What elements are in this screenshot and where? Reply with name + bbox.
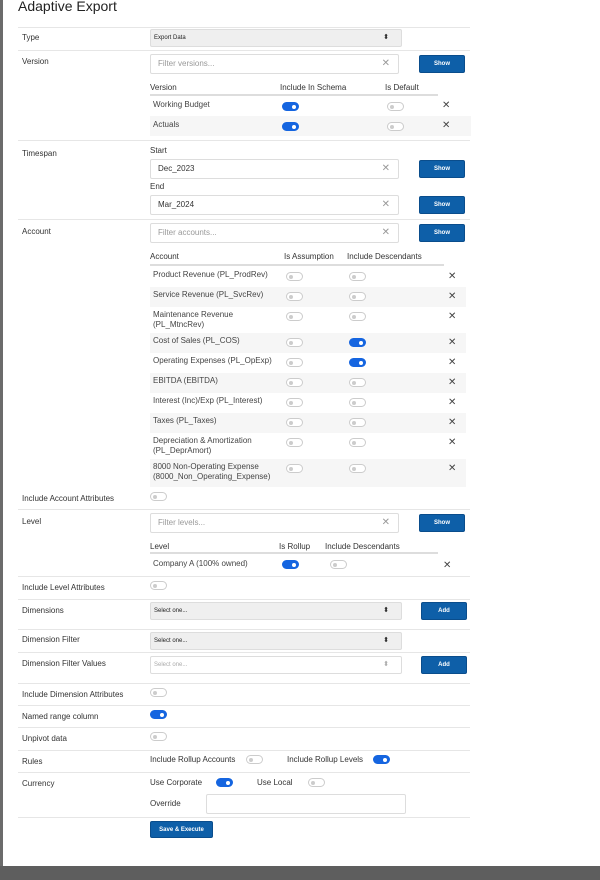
use-corporate-toggle[interactable]: [216, 778, 233, 787]
remove-icon[interactable]: ✕: [448, 417, 457, 428]
type-select-value: Export Data: [154, 35, 186, 41]
is-assumption-toggle[interactable]: [286, 438, 303, 447]
clear-icon[interactable]: ✕: [381, 199, 390, 210]
sort-arrows-icon: ⬍: [383, 637, 389, 644]
sort-arrows-icon: ⬍: [383, 661, 389, 668]
include-in-schema-toggle[interactable]: [282, 102, 299, 111]
divider: [18, 817, 470, 818]
divider: [18, 140, 470, 141]
remove-icon[interactable]: ✕: [448, 291, 457, 302]
divider: [18, 576, 470, 577]
divider: [18, 683, 470, 684]
save-execute-button[interactable]: Save & Execute: [150, 821, 213, 838]
include-descendants-toggle[interactable]: [349, 358, 366, 367]
clear-icon[interactable]: ✕: [381, 163, 390, 174]
sort-arrows-icon: ⬍: [383, 607, 389, 614]
account-show-button[interactable]: Show: [419, 224, 465, 242]
divider: [18, 772, 470, 773]
include-descendants-toggle[interactable]: [349, 312, 366, 321]
backdrop-edge: [0, 0, 3, 880]
end-input[interactable]: [150, 195, 399, 215]
use-local-label: Use Local: [257, 778, 293, 787]
clear-icon[interactable]: ✕: [381, 517, 390, 528]
remove-icon[interactable]: ✕: [442, 120, 451, 131]
include-account-attributes-label: Include Account Attributes: [22, 494, 115, 503]
divider: [18, 219, 470, 220]
include-level-attributes-label: Include Level Attributes: [22, 583, 105, 592]
account-name: Service Revenue (PL_SvcRev): [153, 290, 264, 299]
start-value: Dec_2023: [158, 164, 195, 173]
remove-icon[interactable]: ✕: [442, 100, 451, 111]
dimensions-add-button[interactable]: Add: [421, 602, 467, 620]
rules-label: Rules: [22, 757, 43, 766]
is-assumption-toggle[interactable]: [286, 292, 303, 301]
level-filter-input[interactable]: [150, 513, 399, 533]
version-filter-placeholder: Filter versions...: [158, 59, 215, 68]
version-show-button[interactable]: Show: [419, 55, 465, 73]
account-name: Interest (Inc)/Exp (PL_Interest): [153, 396, 263, 405]
divider: [18, 629, 470, 630]
level-filter-placeholder: Filter levels...: [158, 518, 206, 527]
account-filter-placeholder: Filter accounts...: [158, 228, 217, 237]
include-descendants-toggle[interactable]: [349, 464, 366, 473]
is-assumption-toggle[interactable]: [286, 398, 303, 407]
include-rollup-levels-toggle[interactable]: [373, 755, 390, 764]
is-assumption-toggle[interactable]: [286, 378, 303, 387]
include-descendants-toggle[interactable]: [349, 398, 366, 407]
account-label: Account: [22, 227, 51, 236]
is-assumption-toggle[interactable]: [286, 272, 303, 281]
unpivot-data-toggle[interactable]: [150, 732, 167, 741]
version-row: [150, 116, 471, 136]
remove-icon[interactable]: ✕: [448, 377, 457, 388]
include-rollup-levels-label: Include Rollup Levels: [287, 755, 364, 764]
end-show-button[interactable]: Show: [419, 196, 465, 214]
account-col-header: Account: [150, 252, 179, 261]
include-descendants-toggle[interactable]: [349, 272, 366, 281]
clear-icon[interactable]: ✕: [381, 58, 390, 69]
override-label: Override: [150, 799, 181, 808]
is-default-col-header: Is Default: [385, 83, 419, 92]
level-label: Level: [22, 517, 42, 526]
include-schema-col-header: Include In Schema: [280, 83, 347, 92]
is-default-toggle[interactable]: [387, 122, 404, 131]
divider: [18, 509, 470, 510]
type-select[interactable]: [150, 29, 402, 47]
divider: [18, 727, 470, 728]
header-underline: [150, 264, 444, 266]
include-dimension-attributes-label: Include Dimension Attributes: [22, 690, 124, 699]
account-name: Cost of Sales (PL_COS): [153, 336, 240, 345]
level-col-header: Level: [150, 542, 170, 551]
remove-icon[interactable]: ✕: [448, 311, 457, 322]
is-assumption-toggle[interactable]: [286, 464, 303, 473]
is-assumption-toggle[interactable]: [286, 312, 303, 321]
start-show-button[interactable]: Show: [419, 160, 465, 178]
is-assumption-toggle[interactable]: [286, 418, 303, 427]
dimensions-select-value: Select one...: [154, 608, 188, 614]
remove-icon[interactable]: ✕: [448, 397, 457, 408]
dimension-filter-label: Dimension Filter: [22, 635, 80, 644]
dimensions-select[interactable]: [150, 602, 402, 620]
dimensions-label: Dimensions: [22, 606, 64, 615]
include-rollup-accounts-toggle[interactable]: [246, 755, 263, 764]
dimension-filter-values-select-value: Select one...: [154, 662, 188, 668]
version-filter-input[interactable]: [150, 54, 399, 74]
dimension-filter-select[interactable]: [150, 632, 402, 650]
account-name: Depreciation & Amortization (PL_DeprAmort): [153, 436, 252, 455]
start-input[interactable]: [150, 159, 399, 179]
account-name: Taxes (PL_Taxes): [153, 416, 217, 425]
start-label: Start: [150, 146, 167, 155]
version-name: Actuals: [153, 120, 180, 129]
include-descendants-toggle[interactable]: [349, 438, 366, 447]
account-name: EBITDA (EBITDA): [153, 376, 218, 385]
override-input[interactable]: [206, 794, 406, 814]
is-rollup-col-header: Is Rollup: [279, 542, 311, 551]
level-include-descendants-toggle[interactable]: [330, 560, 347, 569]
include-descendants-col-header: Include Descendants: [347, 252, 422, 261]
is-assumption-col-header: Is Assumption: [284, 252, 334, 261]
currency-label: Currency: [22, 779, 55, 788]
dimension-filter-values-add-button[interactable]: Add: [421, 656, 467, 674]
divider: [18, 750, 470, 751]
remove-icon[interactable]: ✕: [443, 560, 452, 571]
is-default-toggle[interactable]: [387, 102, 404, 111]
divider: [18, 705, 470, 706]
include-descendants-toggle[interactable]: [349, 378, 366, 387]
divider: [18, 27, 470, 28]
sort-arrows-icon: ⬍: [383, 34, 389, 41]
use-corporate-label: Use Corporate: [150, 778, 203, 787]
level-name: Company A (100% owned): [153, 559, 248, 568]
include-rollup-accounts-label: Include Rollup Accounts: [150, 755, 236, 764]
include-dimension-attributes-toggle[interactable]: [150, 688, 167, 697]
account-name: 8000 Non-Operating Expense (8000_Non_Operating_Expense): [153, 462, 271, 481]
clear-icon[interactable]: ✕: [381, 227, 390, 238]
version-label: Version: [22, 57, 49, 66]
include-descendants-toggle[interactable]: [349, 418, 366, 427]
remove-icon[interactable]: ✕: [448, 357, 457, 368]
end-label: End: [150, 182, 165, 191]
account-name: Operating Expenses (PL_OpExp): [153, 356, 272, 365]
dimension-filter-values-label: Dimension Filter Values: [22, 659, 106, 668]
divider: [18, 599, 470, 600]
dimension-filter-values-select[interactable]: [150, 656, 402, 674]
include-account-attributes-toggle[interactable]: [150, 492, 167, 501]
remove-icon[interactable]: ✕: [448, 437, 457, 448]
remove-icon[interactable]: ✕: [448, 271, 457, 282]
unpivot-data-label: Unpivot data: [22, 734, 67, 743]
is-rollup-toggle[interactable]: [282, 560, 299, 569]
level-descendants-col-header: Include Descendants: [325, 542, 400, 551]
is-assumption-toggle[interactable]: [286, 338, 303, 347]
use-local-toggle[interactable]: [308, 778, 325, 787]
divider: [18, 50, 470, 51]
version-name: Working Budget: [153, 100, 210, 109]
dialog-title: Adaptive Export: [18, 0, 117, 14]
named-range-column-label: Named range column: [22, 712, 99, 721]
account-name: Maintenance Revenue (PL_MtncRev): [153, 310, 234, 329]
is-assumption-toggle[interactable]: [286, 358, 303, 367]
level-show-button[interactable]: Show: [419, 514, 465, 532]
account-name: Product Revenue (PL_ProdRev): [153, 270, 268, 279]
timespan-label: Timespan: [22, 149, 57, 158]
dimension-filter-select-value: Select one...: [154, 638, 188, 644]
backdrop-bottom: [0, 866, 600, 880]
divider: [18, 652, 470, 653]
remove-icon[interactable]: ✕: [448, 337, 457, 348]
include-descendants-toggle[interactable]: [349, 338, 366, 347]
end-value: Mar_2024: [158, 200, 195, 209]
account-filter-input[interactable]: [150, 223, 399, 243]
include-level-attributes-toggle[interactable]: [150, 581, 167, 590]
type-label: Type: [22, 33, 40, 42]
named-range-column-toggle[interactable]: [150, 710, 167, 719]
version-col-header: Version: [150, 83, 177, 92]
include-descendants-toggle[interactable]: [349, 292, 366, 301]
include-in-schema-toggle[interactable]: [282, 122, 299, 131]
remove-icon[interactable]: ✕: [448, 463, 457, 474]
